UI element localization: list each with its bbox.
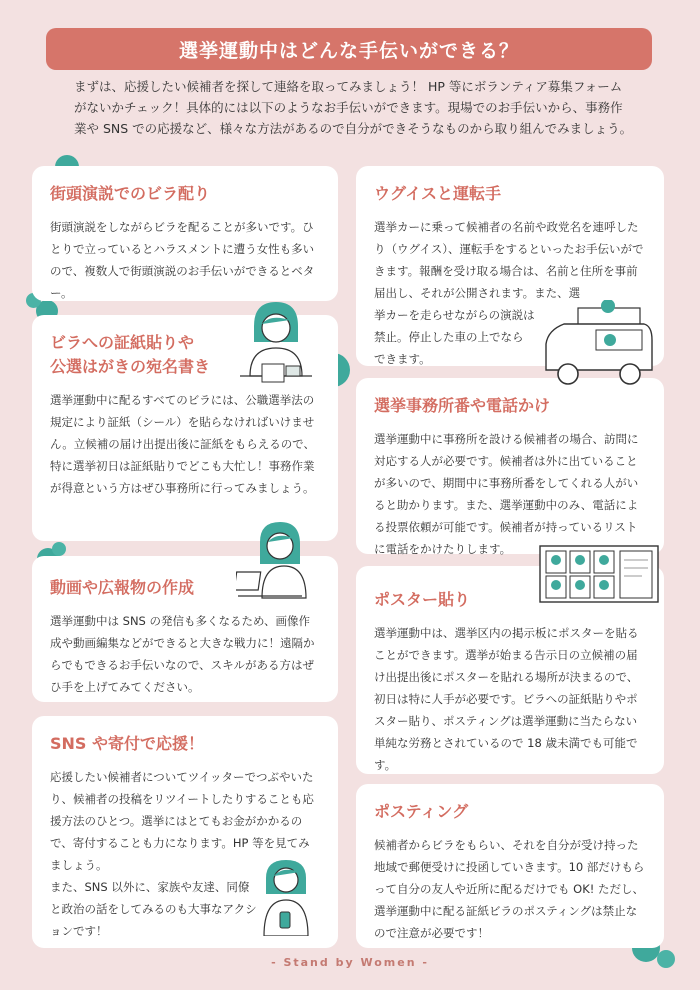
card-street-speech: [32, 166, 338, 301]
card-body: 街頭演説をしながらビラを配ることが多いです。ひとりで立っているとハラスメントに遭う女性も多いので、複数人で街頭演説のお手伝いができるとベター。: [50, 220, 315, 300]
footer-brand: - Stand by Women -: [271, 956, 429, 969]
woman-smartphone-illustration: [258, 858, 314, 936]
card-body: 選挙カーに乗って候補者の名前や政党名を連呼したり（ウグイス）、運転手をするといったお手伝いができます。報酬を受け取る場合は、名前と住所を事前届出し、それが公開されます。また、選: [374, 220, 644, 300]
card-office: [356, 378, 664, 554]
card-title: ポスティング: [374, 802, 469, 821]
card-body: 候補者からビラをもらい、それを自分が受け持った地域で郵便受けに投函していきます。10 部だけもらって自分の友人や近所に配るだけでも OK! ただし、選挙運動中に配る証紙ビラのポスティングは禁止なので注意が必要です！: [374, 838, 645, 940]
card-title: 街頭演説でのビラ配り: [50, 184, 211, 203]
card-body: 選挙運動中に配るすべてのビラには、公職選挙法の規定により証紙（シール）を貼らなければいけません。立候補の届け出提出後に証紙をもらえるので、特に選挙初日は証紙貼りでどこも大忙し！事務作業が得意という方はぜひ事務所に行ってみましょう。: [50, 393, 315, 495]
intro-text: まずは、応援したい候補者を探して連絡を取ってみましょう！ HP 等にボランティア募集フォームがないかチェック！具体的には以下のようなお手伝いができます。現場でのお手伝いから、事務作業や SNS での応援など、様々な方法があるので自分ができそうなものから取り組んでみましょう。: [74, 79, 633, 136]
card-body: また、SNS 以外に、家族や友達、同僚と政治の話をしてみるのも大事なアクションです！: [50, 880, 257, 938]
card-title-line2: 公選はがきの宛名書き: [50, 357, 211, 376]
card-body: 挙カーを走らせながらの演説は: [374, 308, 535, 322]
page-title: 選挙運動中はどんな手伝いができる？: [46, 28, 652, 70]
card-title: ウグイスと運転手: [374, 184, 502, 203]
card-title: 選挙事務所番や電話かけ: [374, 396, 551, 415]
card-title-line1: ビラへの証紙貼りや: [50, 333, 195, 352]
card-title: SNS や寄付で応援！: [50, 734, 205, 753]
decor-dot: [52, 542, 66, 556]
woman-sticker-illustration: [236, 296, 316, 392]
card-body: 選挙運動中は、選挙区内の掲示板にポスターを貼ることができます。選挙が始まる告示日の立候補の届け出提出後にポスターを貼れる場所が決まるので、初日は特に人手が必要です。ビラへの証紙貼りやポスター貼り、ポスティングは選挙運動に当たらない単純な労務とされているので 18 歳未満でも可能です。: [374, 626, 639, 772]
card-body: 選挙運動中は SNS の発信も多くなるため、画像作成や動画編集などができると大きな戦力に！遠隔からでもできるお手伝いなので、スキルがある方はぜひ手を上げてみてください。: [50, 614, 315, 694]
card-posting: [356, 784, 664, 948]
card-body: できます。: [374, 352, 431, 366]
card-body: 禁止。停止した車の上でなら: [374, 330, 524, 344]
card-title: 動画や広報物の作成: [50, 578, 195, 597]
poster-board-illustration: [538, 544, 660, 606]
election-car-illustration: [534, 300, 660, 392]
card-body: 選挙運動中に事務所を設ける候補者の場合、訪問に対応する人が必要です。候補者は外に出ていることが多いので、期間中に事務所番をしてくれる人がいると助かります。また、選挙運動中のみ、電話による投票依頼が可能です。候補者が持っているリストに電話をかけたりします。: [374, 432, 639, 556]
woman-laptop-illustration: [236, 520, 316, 610]
card-title: ポスター貼り: [374, 590, 471, 609]
card-body: 応援したい候補者についてツイッターでつぶやいたり、候補者の投稿をリツイートしたりすることも応援方法のひとつ。選挙にはとてもお金がかかるので、寄付することも力になります。HP 等を見てみましょう。: [50, 770, 314, 872]
